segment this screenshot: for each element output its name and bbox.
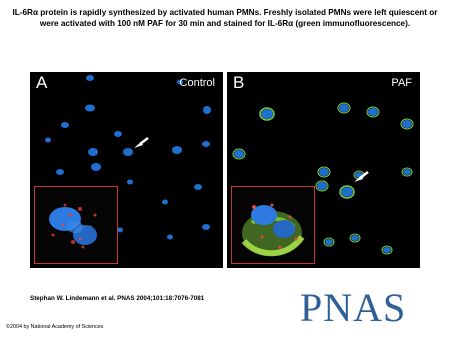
panel-b-paf <box>227 72 420 268</box>
panel-a-control <box>30 72 223 268</box>
figure-title: IL-6Rα protein is rapidly synthesized by activated human PMNs. Freshly isolated PMNs were left quiescent or were activated with 100 nM PAF for 30 min and stained for IL-6Rα (green immunofluorescence). <box>12 8 438 28</box>
panel-b-condition: PAF <box>391 77 412 89</box>
pnas-logo: PNAS <box>300 285 407 330</box>
panel-b-letter: B <box>233 73 245 92</box>
panel-a-condition: Control <box>179 77 215 89</box>
panel-b-inset <box>231 186 315 264</box>
citation: Stephan W. Lindemann et al. PNAS 2004;101:18:7076-7081 <box>30 295 205 302</box>
copyright: ©2004 by National Academy of Sciences <box>6 324 104 330</box>
panel-a-letter: A <box>36 73 48 92</box>
panel-a-inset <box>34 186 118 264</box>
